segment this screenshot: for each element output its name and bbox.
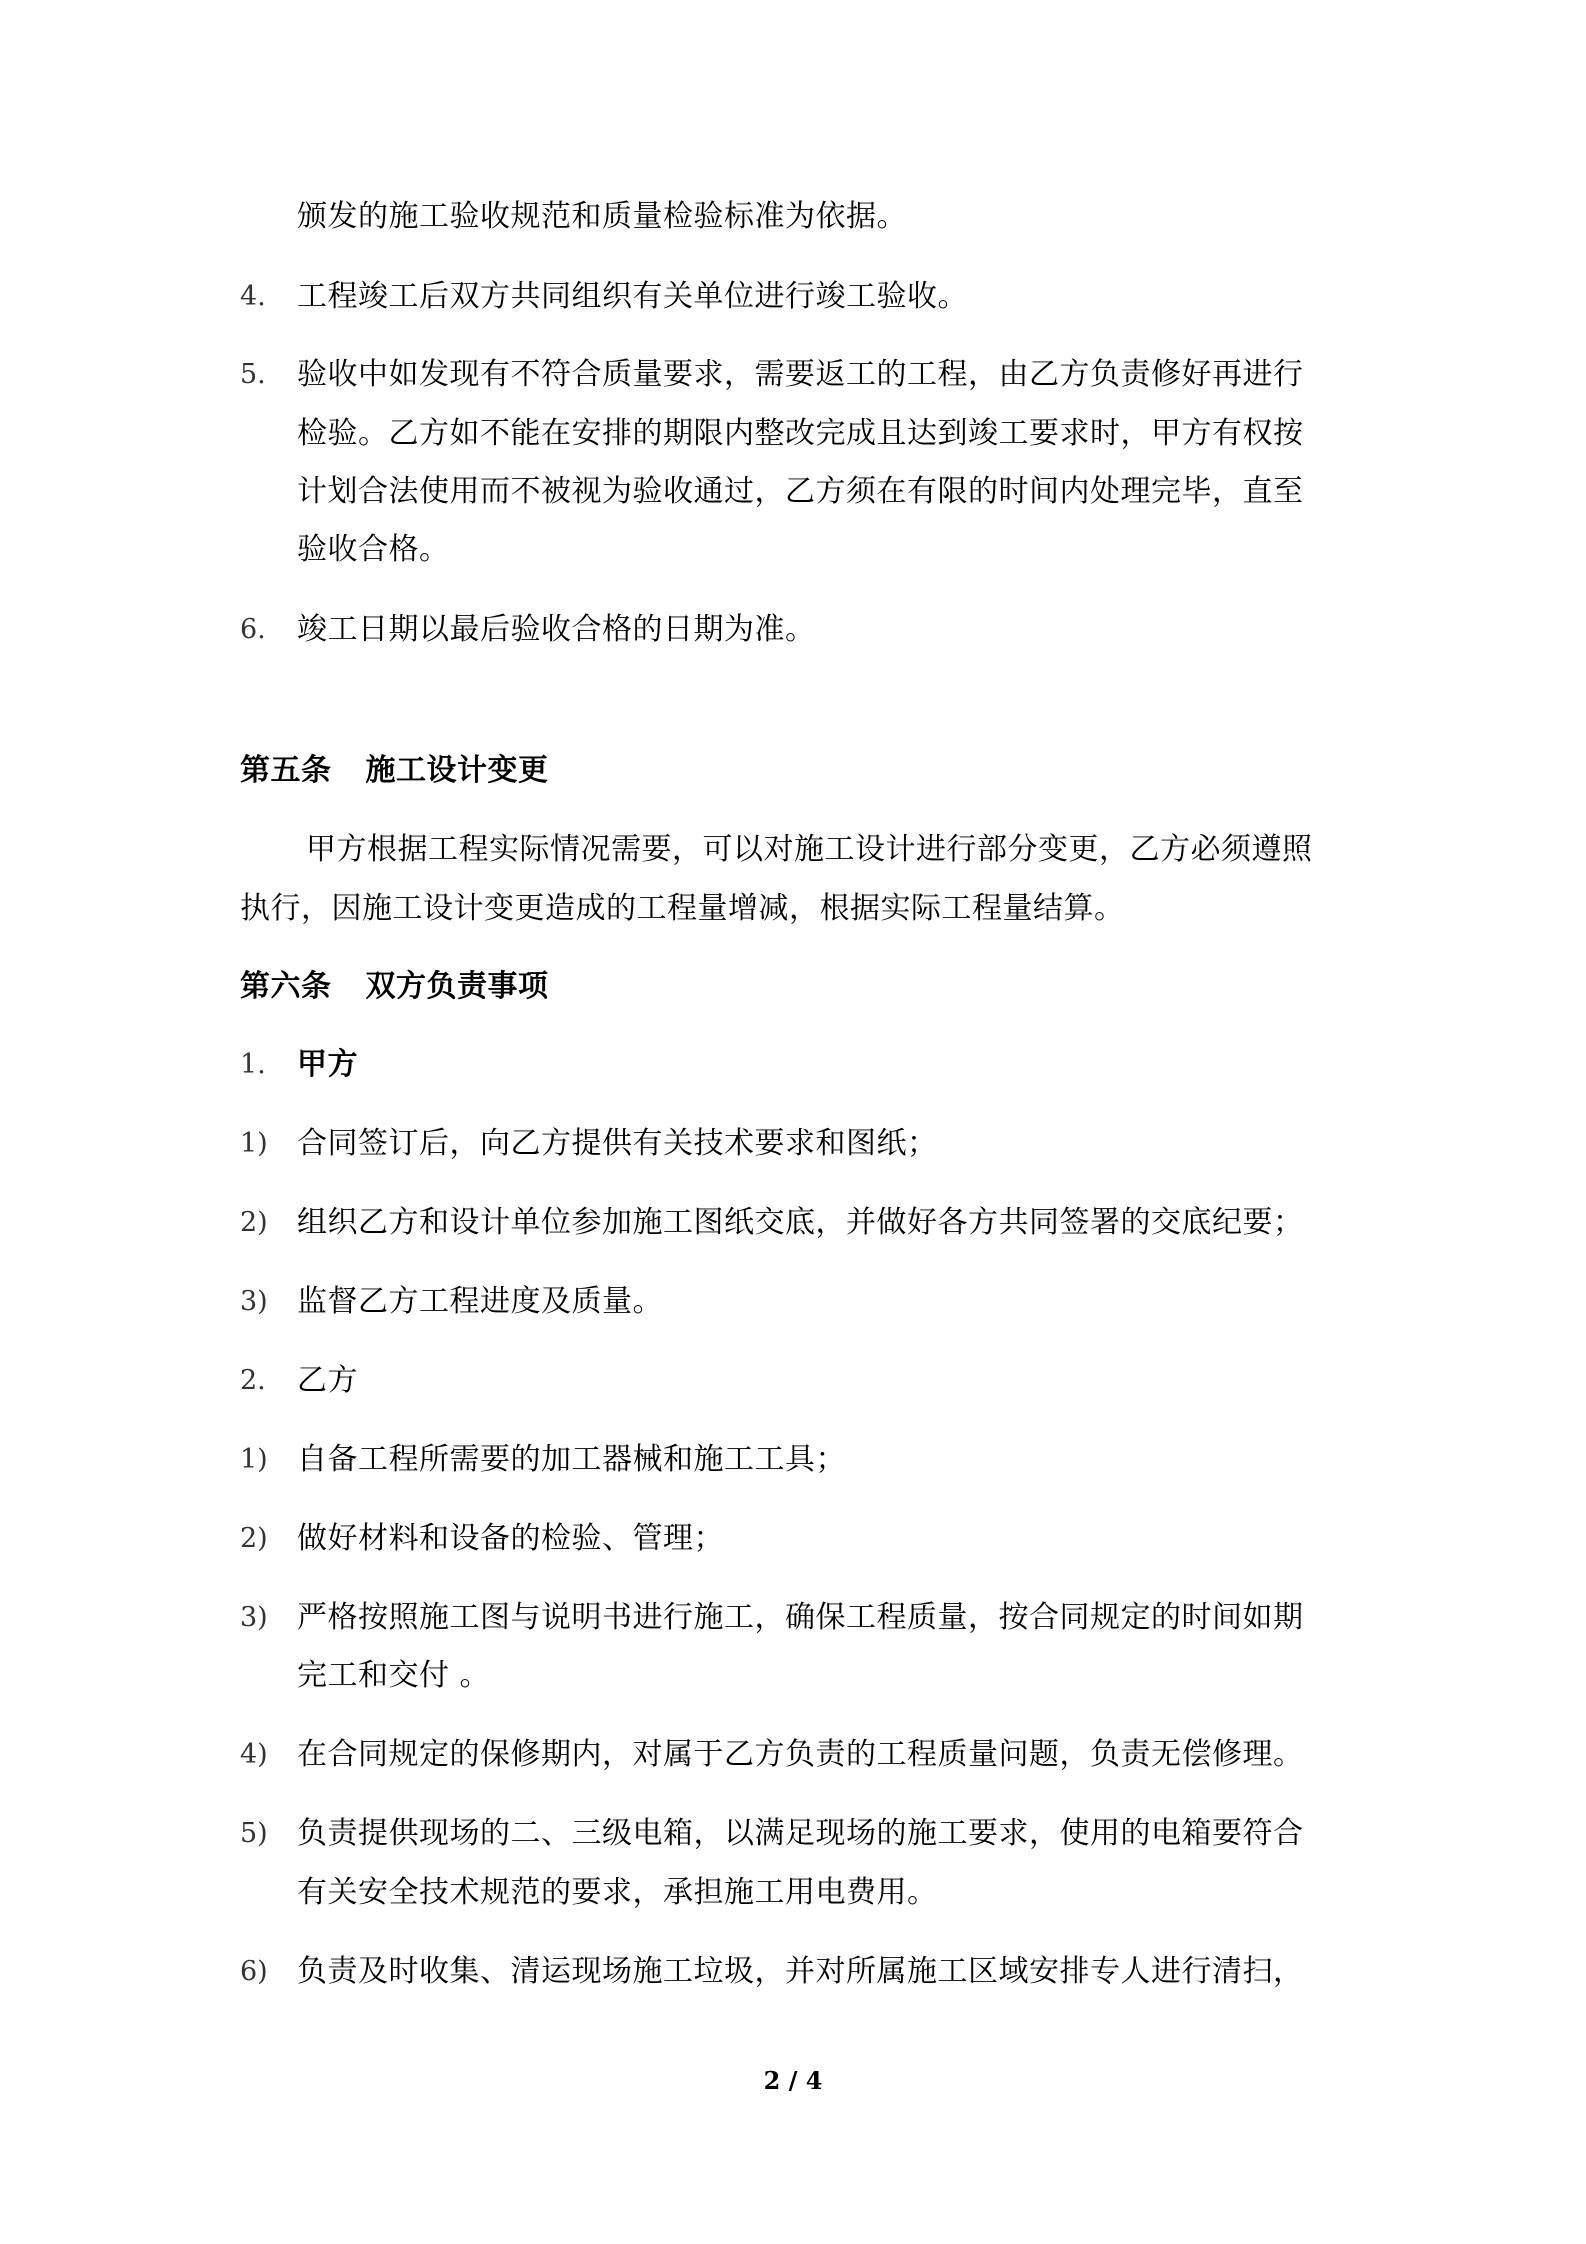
item-text: 工程竣工后双方共同组织有关单位进行竣工验收。: [297, 279, 968, 314]
article-6-title: 双方负责事项: [365, 969, 549, 1004]
item-number: 4.: [240, 281, 266, 312]
party-a-number: 1.: [240, 1049, 266, 1080]
item-text: 计划合法使用而不被视为验收通过，乙方须在有限的时间内处理完毕，直至: [297, 474, 1304, 509]
item-number: 2): [240, 1523, 268, 1554]
item-number: 3): [240, 1286, 268, 1317]
item-number: 6): [240, 1956, 268, 1987]
party-b-number: 2.: [240, 1365, 266, 1396]
item-number: 5): [240, 1818, 268, 1849]
item-text: 验收中如发现有不符合质量要求，需要返工的工程，由乙方负责修好再进行: [297, 357, 1304, 392]
item-number: 4): [240, 1739, 268, 1770]
article-5-heading: [240, 742, 549, 800]
item-text: 合同签订后，向乙方提供有关技术要求和图纸；: [297, 1126, 938, 1161]
item-text: 在合同规定的保修期内，对属于乙方负责的工程质量问题，负责无偿修理。: [297, 1737, 1304, 1772]
item-text: 组织乙方和设计单位参加施工图纸交底，并做好各方共同签署的交底纪要；: [297, 1205, 1304, 1240]
item-text: 有关安全技术规范的要求，承担施工用电费用。: [297, 1875, 938, 1910]
item-text: 检验。乙方如不能在安排的期限内整改完成且达到竣工要求时，甲方有权按: [297, 416, 1304, 451]
article-5-title: 施工设计变更: [365, 753, 549, 788]
party-a-label: 甲方: [297, 1047, 358, 1082]
item-text: 做好材料和设备的检验、管理；: [297, 1521, 724, 1556]
continuation-line: 颁发的施工验收规范和质量检验标准为依据。: [297, 199, 907, 234]
party-b-label: 乙方: [297, 1363, 358, 1398]
item-text: 监督乙方工程进度及质量。: [297, 1284, 663, 1319]
page-indicator: 2 / 4: [763, 2066, 823, 2095]
item-number: 1): [240, 1128, 268, 1159]
item-text: 自备工程所需要的加工器械和施工工具；: [297, 1442, 846, 1477]
item-number: 6.: [240, 614, 266, 645]
item-number: 1): [240, 1444, 268, 1475]
article-6-number: 第六条: [240, 969, 332, 1004]
item-number: 2): [240, 1207, 268, 1238]
item-number: 5.: [240, 359, 266, 390]
item-text: 验收合格。: [297, 532, 450, 567]
item-number: 3): [240, 1602, 268, 1633]
item-text: 完工和交付 。: [297, 1658, 491, 1693]
article-5-body: 执行，因施工设计变更造成的工程量增减，根据实际工程量结算。: [240, 891, 1125, 926]
item-text: 负责提供现场的二、三级电箱，以满足现场的施工要求，使用的电箱要符合: [297, 1816, 1304, 1851]
item-text: 负责及时收集、清运现场施工垃圾，并对所属施工区域安排专人进行清扫，: [297, 1954, 1304, 1989]
article-5-number: 第五条: [240, 753, 332, 788]
item-text: 严格按照施工图与说明书进行施工，确保工程质量，按合同规定的时间如期: [297, 1600, 1304, 1635]
item-text: 竣工日期以最后验收合格的日期为准。: [297, 612, 816, 647]
article-5-body: 甲方根据工程实际情况需要，可以对施工设计进行部分变更，乙方必须遵照: [306, 832, 1313, 867]
article-6-heading: [240, 958, 549, 1016]
